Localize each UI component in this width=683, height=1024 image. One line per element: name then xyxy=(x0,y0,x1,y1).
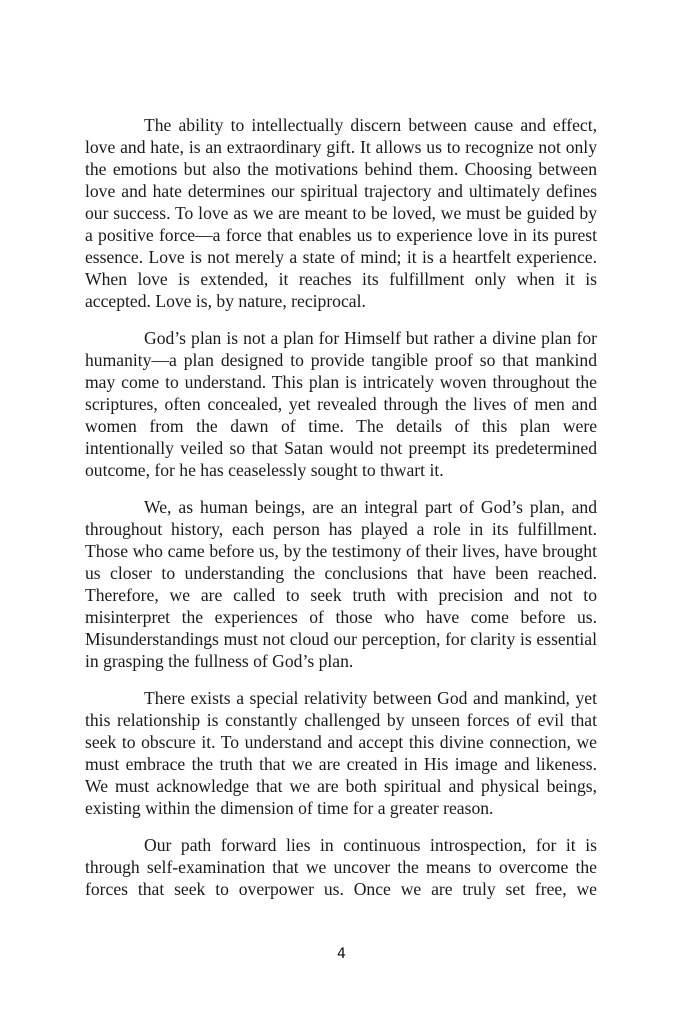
body-text xyxy=(85,114,597,915)
paragraph-1: The ability to intellectually discern between cause and effect, love and hate, is an extraordinary gift. It allows us to recognize not only the emotions but also the motivations behind them. Choosing between love and hate determines our spiritual trajectory and ultimately defines our success. To love as we are meant to be loved, we must be guided by a positive force—a force that enables us to experience love in its purest essence. Love is not merely a state of mind; it is a heartfelt experience. When love is extended, it reaches its fulfillment only when it is accepted. Love is, by nature, reciprocal. xyxy=(85,115,597,311)
paragraph-4: There exists a special relativity between God and mankind, yet this relationship is constantly challenged by unseen forces of evil that seek to obscure it. To understand and accept this divine connection, we must embrace the truth that we are created in His image and likeness. We must acknowledge that we are both spiritual and physical beings, existing within the dimension of time for a greater reason. xyxy=(85,688,597,818)
paragraph-5: Our path forward lies in continuous introspection, for it is through self-examination that we uncover the means to overcome the forces that seek to overpower us. Once we are truly set free, we xyxy=(85,835,597,899)
paragraph-3: We, as human beings, are an integral part of God’s plan, and throughout history, each person has played a role in its fulfillment. Those who came before us, by the testimony of their lives, have brought us closer to understanding the conclusions that have been reached. Therefore, we are called to seek truth with precision and not to misinterpret the experiences of those who have come before us. Misunderstandings must not cloud our perception, for clarity is essential in grasping the fullness of God’s plan. xyxy=(85,497,597,671)
page-number: 4 xyxy=(337,946,346,962)
paragraph-2: God’s plan is not a plan for Himself but rather a divine plan for humanity—a plan designed to provide tangible proof so that mankind may come to understand. This plan is intricately woven throughout the scriptures, often concealed, yet revealed through the lives of men and women from the dawn of time. The details of this plan were intentionally veiled so that Satan would not preempt its predetermined outcome, for he has ceaselessly sought to thwart it. xyxy=(85,328,597,480)
